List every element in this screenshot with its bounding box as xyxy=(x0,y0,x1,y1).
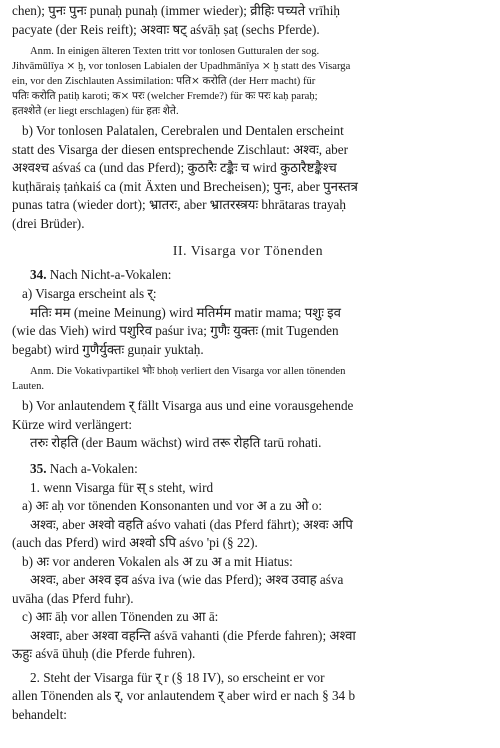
note-line: ein, vor den Zischlauten Assimilation: पति⨯ करोति (der Herr macht) für xyxy=(12,76,316,87)
text-line: uvāha (das Pferd fuhr). xyxy=(12,590,134,606)
note-line: हतश्शेते (er liegt erschlagen) für हतः शेते. xyxy=(12,106,179,117)
text-line: ऊहुः aśvā ūhuḥ (die Pferde fuhren). xyxy=(12,646,196,661)
text-line: अश्वाः, aber अश्वा वहन्ति aśvā vahanti (die Pferde fahren); अश्वा xyxy=(30,627,356,643)
text-line: pacyate (der Reis reift); अश्वाः षट् aśvāḥ ṣaṭ (sechs Pferde). xyxy=(12,21,320,37)
text-line: b) Vor tonlosen Palatalen, Cerebralen und Dentalen erscheint xyxy=(22,123,344,138)
note-line: Anm. Die Vokativpartikel भोः bhoḥ verliert den Visarga vor allen tönenden xyxy=(30,366,346,377)
text-line: अश्वः, aber अश्व इव aśva iva (wie das Pferd); अश्व उवाह aśva xyxy=(30,572,344,587)
text-line: a) अः aḥ vor tönenden Konsonanten und vor अ a zu ओ o: xyxy=(22,498,322,513)
text-line: 1. wenn Visarga für स् s steht, wird xyxy=(30,479,214,495)
paragraph-title: Nach a-Vokalen: xyxy=(49,460,138,476)
note-line: Anm. In einigen älteren Texten tritt vor tonlosen Gutturalen der sog. xyxy=(30,46,320,57)
text-line: begabt) wird गुणैर्युक्तः guṇair yuktaḥ. xyxy=(12,341,204,357)
text-line: b) Vor anlautendem र् fällt Visarga aus und eine vorausgehende xyxy=(22,398,354,413)
paragraph-number: 34. xyxy=(30,267,47,282)
paragraph-heading-34 xyxy=(30,267,484,283)
text-line: तरुः रोहति (der Baum wächst) wird तरू रोहति tarū rohati. xyxy=(30,435,322,450)
paragraph-heading-35 xyxy=(30,461,484,477)
text-line: c) आः āḥ vor allen Tönenden zu आ ā: xyxy=(22,609,219,624)
text-line: chen); पुनः पुनः punaḥ punaḥ (immer wieder); व्रीहिः पच्यते vrīhiḥ xyxy=(12,3,340,18)
paragraph-number: 35. xyxy=(30,460,47,476)
text-line: a) Visarga erscheint als र्: xyxy=(22,286,157,301)
text-line: kuṭhāraiṣ ṭaṅkaiś ca (mit Äxten und Brecheisen); पुनः, aber पुनस्तत्र xyxy=(12,178,358,194)
text-line: b) अः vor anderen Vokalen als अ zu अ a mit Hiatus: xyxy=(22,553,293,569)
text-line: statt des Visarga der diesen entsprechende Zischlaut: अश्वः, aber xyxy=(12,141,349,157)
text-line: allen Tönenden als र्, vor anlautendem र् aber wird er nach § 34 b xyxy=(12,688,356,703)
text-line: 2. Steht der Visarga für र् r (§ 18 IV), so erscheint er vor xyxy=(30,669,325,685)
text-line: मतिः मम (meine Meinung) wird मतिर्मम matir mama; पशुः इव xyxy=(30,304,341,320)
note-line: Lauten. xyxy=(12,381,45,392)
text-line: punas tatra (wieder dort); भ्रातरः, aber भ्रातरस्त्रयः bhrātaras trayaḥ xyxy=(12,197,346,212)
text-line: (wie das Vieh) wird पशुरिव paśur iva; गुणैः युक्तः (mit Tugenden xyxy=(12,323,339,338)
text-line: अश्वः, aber अश्वो वहति aśvo vahati (das Pferd fährt); अश्वः अपि xyxy=(30,516,353,532)
annotation-note xyxy=(12,44,484,119)
annotation-note xyxy=(12,364,484,394)
section-heading: II. Visarga vor Tönenden xyxy=(172,243,324,258)
text-line: behandelt: xyxy=(12,706,67,722)
paragraph-title: Nach Nicht-a-Vokalen: xyxy=(49,267,172,282)
text-line: (drei Brüder). xyxy=(12,215,85,231)
text-line: अश्वश्च aśvaś ca (und das Pferd); कुठारैः टङ्कैः च wird कुठारैष्टङ्कैश्च xyxy=(12,160,337,175)
text-line: Kürze wird verlängert: xyxy=(12,416,133,432)
note-line: पतिः करोति patiḥ karoti; क⨯ परः (welcher Fremde?) für कः परः kaḥ paraḥ; xyxy=(12,91,318,102)
text-line: (auch das Pferd) wird अश्वो ऽपि aśvo 'pi (§ 22). xyxy=(12,535,258,550)
note-line: Jihvāmūlīya ⨯ ḫ, vor tonlosen Labialen der Upadhmānīya ⨯ ḫ statt des Visarga xyxy=(12,61,351,72)
